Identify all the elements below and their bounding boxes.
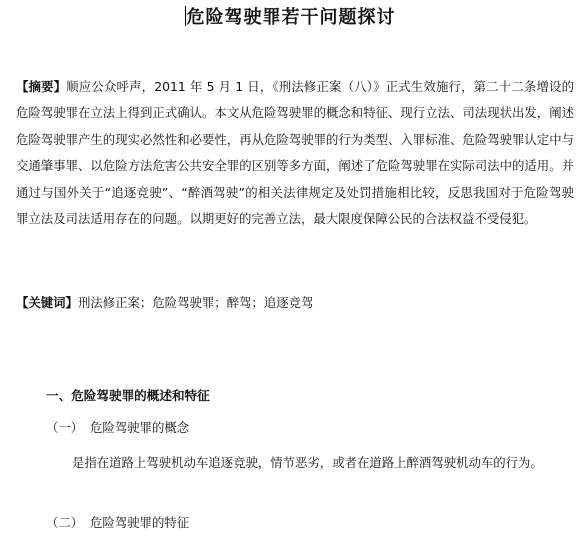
subsection-heading-partial	[46, 510, 189, 536]
subsection-number: （二）	[46, 515, 84, 530]
keywords-text: 刑法修正案；危险驾驶罪；醉驾；追逐竞驾	[77, 295, 314, 310]
section-heading: 一、危险驾驶罪的概述和特征	[46, 388, 210, 403]
definition-paragraph: 是指在道路上驾驶机动车追逐竞驶，情节恶劣，或者在道路上醉酒驾驶机动车的行为。	[72, 455, 543, 470]
keywords-label: 【关键词】	[16, 295, 78, 310]
abstract-text: 顺应公众呼声，2011 年 5 月 1 日，《刑法修正案（八）》正式生效施行，第二十二条增设的危险驾驶罪在立法上得到正式确认。本文从危险驾驶罪的概念和特征、现行立法、司法现状出发，阐述危险驾驶罪产生的现实必然性和必要性，再从危险驾驶罪的行为类型、入罪标准、危险驾驶罪认定中与交通肇事罪、以危险方法危害公共安全罪的区别等多方面，阐述了危险驾驶罪在实际司法中的适用。并通过与国外关于“追逐竞驶”、“醉酒驾驶”的相关法律规定及处罚措施相比较，反思我国对于危险驾驶罪立法及司法适用存在的问题。以期更好的完善立法，最大限度保障公民的合法权益不受侵犯。	[16, 79, 575, 227]
subsection-title: 危险驾驶罪的概念	[90, 420, 190, 435]
keywords-line	[16, 290, 574, 316]
subsection-title: 危险驾驶罪的特征	[90, 515, 190, 530]
subsection-number: （一）	[46, 420, 84, 435]
abstract-label: 【摘要】	[16, 79, 67, 94]
text-cursor	[185, 6, 186, 26]
subsection-heading	[46, 415, 189, 441]
document-title-text: 危险驾驶罪若干问题探讨	[186, 7, 396, 28]
abstract-paragraph	[16, 74, 574, 232]
document-title	[0, 4, 580, 32]
